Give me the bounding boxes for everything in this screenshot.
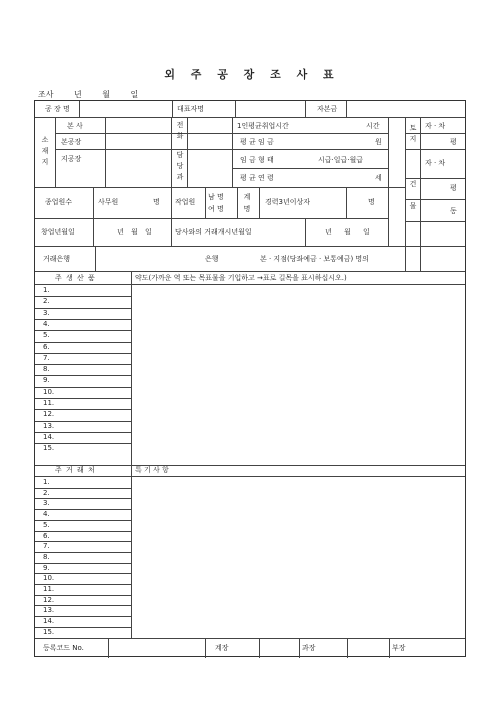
- clients-item: 11.: [43, 585, 55, 593]
- clients-item: 5.: [43, 520, 50, 529]
- manager-label: 담 당 과: [176, 151, 184, 181]
- clients-item: 12.: [43, 595, 55, 604]
- bank-label: 거래은행: [43, 255, 71, 263]
- map-note: 약도(가까운 역 또는 목표물을 기입하고 →표로 길목을 표시하십시오.): [135, 274, 347, 282]
- land-label: 토 지: [409, 124, 417, 143]
- head-office-label: 본 사: [67, 122, 83, 130]
- products-item: 4.: [43, 319, 50, 328]
- products-item: 5.: [43, 331, 50, 340]
- land-unit-2: 평: [450, 138, 457, 146]
- bank-name: 은행: [205, 255, 219, 263]
- clients-header: 주 거 래 처: [55, 466, 96, 474]
- total-count-label: 계 명: [243, 193, 251, 213]
- branch-factory-label: 지공장: [61, 155, 82, 163]
- clients-item: 1.: [43, 478, 50, 486]
- work-hours-label: 1인평균취업시간: [237, 122, 289, 130]
- products-item: 9.: [43, 376, 50, 385]
- manager-sign-label: 과장: [302, 644, 316, 652]
- land-unit-1: 자 · 차: [425, 122, 446, 130]
- experienced-label: 경력3년이상자: [265, 198, 311, 206]
- office-staff-label: 사무원: [98, 198, 119, 206]
- clients-item: 2.: [43, 488, 50, 497]
- products-item: 14.: [43, 432, 55, 441]
- building-unit-1: 자 · 차: [425, 159, 446, 167]
- ceo-label: 대표자명: [177, 105, 205, 113]
- products-item: 10.: [43, 387, 55, 396]
- trade-start-date: 년 월 일: [325, 228, 370, 236]
- building-unit-3: 동: [450, 207, 457, 215]
- location-label: 소 재 지: [41, 136, 49, 166]
- form-title: 외 주 공 장 조 사 표: [164, 68, 340, 81]
- clients-item: 14.: [43, 617, 55, 626]
- products-item: 11.: [43, 399, 55, 407]
- capital-label: 자본금: [317, 105, 338, 113]
- products-item: 7.: [43, 353, 50, 362]
- main-factory-label: 본공장: [61, 138, 82, 146]
- products-item: 2.: [43, 297, 50, 306]
- products-item: 1.: [43, 286, 50, 294]
- clients-item: 9.: [43, 563, 50, 572]
- survey-form: [34, 100, 466, 657]
- clients-item: 7.: [43, 542, 50, 551]
- clients-item: 8.: [43, 552, 50, 561]
- factory-name-label: 공 장 명: [45, 105, 70, 113]
- experienced-unit: 명: [368, 198, 375, 206]
- products-header: 주 생 산 품: [55, 274, 96, 282]
- products-item: 12.: [43, 410, 55, 419]
- clients-item: 4.: [43, 510, 50, 519]
- survey-date: 조사 년 월 일: [38, 90, 139, 99]
- products-item: 3.: [43, 308, 50, 317]
- founding-date: 년 월 일: [117, 228, 152, 236]
- bank-branch: 본 · 지점(당좌예금 · 보통예금) 명의: [260, 255, 369, 263]
- products-item: 15.: [43, 444, 55, 453]
- founding-label: 창업년월일: [41, 228, 75, 236]
- avg-wage-unit: 원: [375, 138, 382, 146]
- avg-wage-label: 평 균 임 금: [240, 138, 274, 146]
- clients-item: 10.: [43, 574, 55, 583]
- products-item: 8.: [43, 365, 50, 374]
- clients-item: 15.: [43, 627, 55, 636]
- clients-item: 3.: [43, 499, 50, 508]
- section-chief-label: 계장: [215, 644, 229, 652]
- employees-label: 종업원수: [45, 198, 73, 206]
- clients-item: 13.: [43, 606, 55, 615]
- building-unit-2: 평: [450, 184, 457, 192]
- special-notes-label: 특 기 사 항: [135, 466, 169, 474]
- wage-type-value: 시급·일급·월급: [318, 156, 364, 164]
- registration-code-label: 등록코드 No.: [43, 644, 84, 652]
- worker-label: 작업원: [175, 198, 196, 206]
- gender-count: 남 명 여 명: [208, 193, 224, 213]
- director-label: 부장: [392, 644, 406, 652]
- clients-item: 6.: [43, 531, 50, 540]
- office-staff-unit: 명: [153, 198, 160, 206]
- work-hours-unit: 시간: [366, 122, 380, 130]
- products-item: 13.: [43, 421, 55, 430]
- building-label: 건 물: [409, 180, 417, 210]
- avg-age-unit: 세: [375, 174, 382, 182]
- wage-type-label: 임 금 형 태: [240, 156, 274, 164]
- trade-start-label: 당사와의 거래개시년월일: [175, 228, 252, 236]
- phone-label: 전 화: [176, 121, 184, 140]
- products-item: 6.: [43, 342, 50, 351]
- avg-age-label: 평 균 연 령: [240, 174, 274, 182]
